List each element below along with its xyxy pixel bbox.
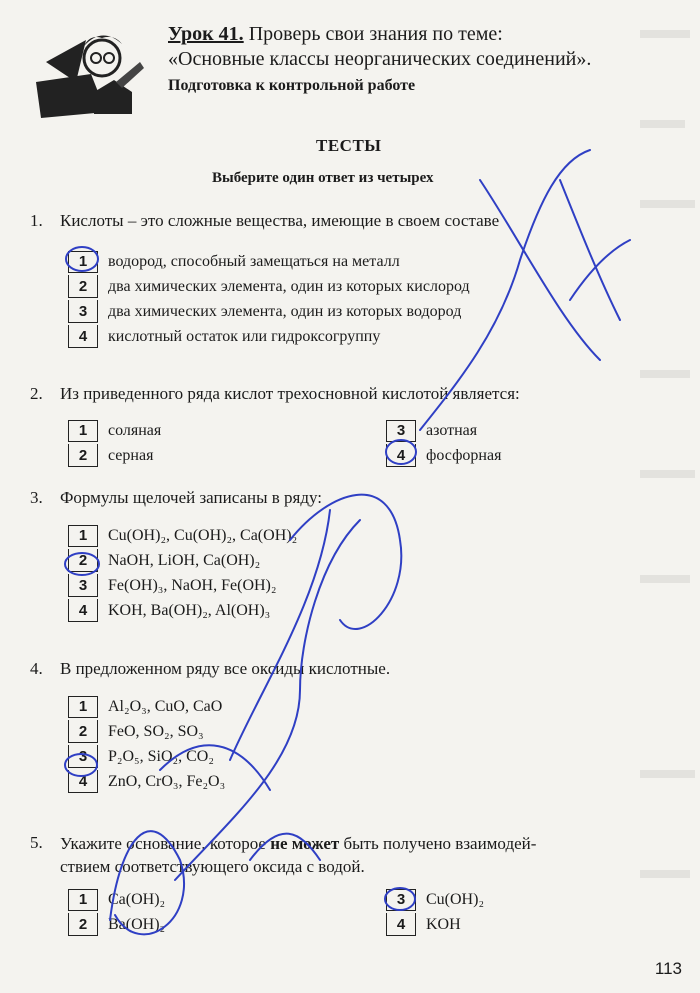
option-row[interactable] [68, 324, 470, 349]
option-text: FeO, SO₂, SO₃ [108, 722, 204, 740]
option-number-box[interactable]: 4 [68, 325, 98, 349]
option-row[interactable] [68, 523, 297, 548]
scribble-stroke [290, 495, 401, 629]
scribble-stroke [480, 180, 600, 360]
option-text: водород, способный замещаться на металл [108, 252, 400, 270]
option-text: серная [108, 446, 154, 464]
option-text: Fe(OH)₃, NaOH, Fe(OH)₂ [108, 576, 277, 594]
option-row[interactable] [68, 274, 470, 299]
question-number: 1. [30, 211, 43, 230]
option-number-box[interactable]: 2 [68, 720, 98, 744]
option-row[interactable] [68, 443, 161, 468]
option-number-box[interactable]: 3 [386, 420, 416, 442]
question-number: 3. [30, 488, 43, 507]
option-text: два химических элемента, один из которых водород [108, 302, 462, 320]
question-text: В предложенном ряду все оксиды кислотные. [60, 659, 391, 678]
option-number-box[interactable]: 2 [68, 549, 98, 573]
lesson-subtitle: Подготовка к контрольной работе [168, 77, 416, 94]
option-number-box[interactable]: 1 [68, 420, 98, 442]
lesson-topic: «Основные классы неорганических соединений». [168, 48, 592, 70]
option-number-box[interactable]: 4 [68, 770, 98, 794]
question-2 [30, 383, 520, 405]
lesson-number: Урок 41. [168, 23, 244, 45]
option-row[interactable] [68, 694, 225, 719]
section-title: ТЕСТЫ [316, 136, 382, 155]
question-4-options [68, 694, 225, 794]
option-row[interactable] [68, 249, 470, 274]
option-text: Al₂O₃, CuO, CaO [108, 697, 223, 715]
lesson-heading: Проверь свои знания по теме: [248, 23, 503, 45]
option-text: фосфорная [426, 446, 502, 464]
question-3-options [68, 523, 297, 623]
lesson-title [168, 22, 503, 47]
option-number-box[interactable]: 4 [386, 913, 416, 937]
question-text: Кислоты – это сложные вещества, имеющие в своем составе [60, 211, 500, 230]
option-text: P₂O₅, SiO₂, CO₂ [108, 747, 214, 765]
option-row[interactable] [386, 912, 484, 937]
option-row[interactable] [386, 418, 501, 443]
option-number-box[interactable]: 1 [68, 889, 98, 911]
question-number: 4. [30, 659, 43, 678]
question-1-options [68, 249, 470, 349]
question-5-options-right [386, 887, 484, 937]
option-row[interactable] [68, 418, 161, 443]
option-row[interactable] [68, 573, 297, 598]
option-number-box[interactable]: 4 [386, 444, 416, 468]
option-row[interactable] [68, 719, 225, 744]
option-number-box[interactable]: 3 [68, 300, 98, 324]
option-row[interactable] [68, 548, 297, 573]
option-number-box[interactable]: 1 [68, 696, 98, 718]
option-row[interactable] [68, 744, 225, 769]
page-number: 113 [654, 959, 682, 978]
option-number-box[interactable]: 2 [68, 275, 98, 299]
option-text: Cu(OH)₂ [426, 890, 485, 908]
question-2-options-right [386, 418, 501, 468]
option-row[interactable] [68, 769, 225, 794]
option-text: кислотный остаток или гидроксогруппу [108, 327, 381, 345]
instruction: Выберите один ответ из четырех [212, 170, 434, 186]
option-text: азотная [426, 421, 478, 439]
option-number-box[interactable]: 3 [68, 574, 98, 598]
question-5-number [30, 832, 60, 854]
scribble-stroke [570, 240, 630, 300]
question-text-emphasis: не может [270, 834, 340, 853]
student-reading-icon [36, 22, 148, 118]
option-row[interactable] [68, 299, 470, 324]
question-5-options-left [68, 887, 165, 937]
option-text: KOH [426, 915, 461, 933]
option-text: Ba(OH)₂ [108, 915, 166, 933]
question-4 [30, 658, 390, 680]
question-number: 2. [30, 384, 43, 403]
option-text: KOH, Ba(OH)₂, Al(OH)₃ [108, 601, 271, 619]
option-text: соляная [108, 421, 162, 439]
option-text: два химических элемента, один из которых кислород [108, 277, 470, 295]
question-5-text [60, 832, 680, 878]
option-row[interactable] [68, 912, 165, 937]
question-1 [30, 210, 499, 232]
option-number-box[interactable]: 2 [68, 913, 98, 937]
option-text: Cu(OH)₂, Cu(OH)₂, Ca(OH)₂ [108, 526, 298, 544]
option-number-box[interactable]: 1 [68, 525, 98, 547]
lesson-header [22, 16, 682, 126]
scribble-stroke [560, 180, 620, 320]
option-text: NaOH, LiOH, Ca(OH)₂ [108, 551, 261, 569]
option-number-box[interactable]: 4 [68, 599, 98, 623]
option-row[interactable] [68, 598, 297, 623]
option-row[interactable] [386, 443, 501, 468]
option-number-box[interactable]: 2 [68, 444, 98, 468]
option-row[interactable] [68, 887, 165, 912]
option-row[interactable] [386, 887, 484, 912]
question-text: Из приведенного ряда кислот трехосновной кислотой является: [60, 384, 520, 403]
question-number: 5. [30, 833, 43, 852]
option-number-box[interactable]: 3 [68, 745, 98, 769]
option-text: Ca(OH)₂ [108, 890, 166, 908]
question-text: Формулы щелочей записаны в ряду: [60, 488, 323, 507]
question-2-options-left [68, 418, 161, 468]
option-number-box[interactable]: 3 [386, 889, 416, 911]
option-number-box[interactable]: 1 [68, 251, 98, 273]
question-3 [30, 487, 322, 509]
question-text-part: быть получено взаимодей- [339, 834, 537, 853]
question-text-part: Укажите основание, которое [60, 834, 271, 853]
option-text: ZnO, CrO₃, Fe₂O₃ [108, 772, 226, 790]
question-text-part: ствием соответствующего оксида с водой. [60, 857, 365, 876]
